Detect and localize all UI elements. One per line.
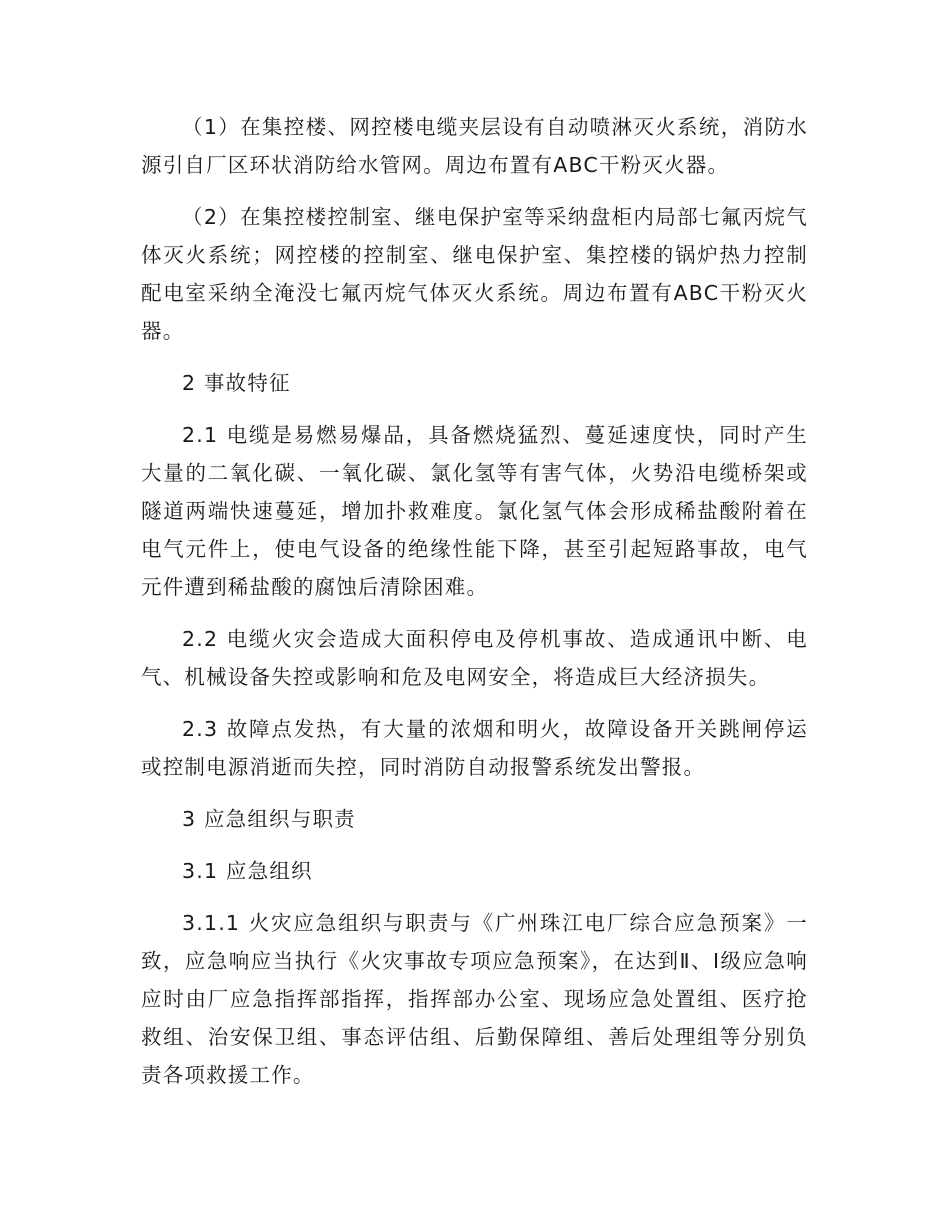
paragraph-2-1: 2.1 电缆是易燃易爆品，具备燃烧猛烈、蔓延速度快，同时产生大量的二氧化碳、一氧化碳、氯化氢等有害气体，火势沿电缆桥架或隧道两端快速蔓延，增加扑救难度。氯化氢气体会形成稀盐酸附着在电气元件上，使电气设备的绝缘性能下降，甚至引起短路事故，电气元件遭到稀盐酸的腐蚀后清除困难。: [141, 423, 808, 599]
subsection-heading-3-1: 3.1 应急组织: [182, 859, 313, 883]
paragraph-3-1-1: 3.1.1 火灾应急组织与职责与《广州珠江电厂综合应急预案》一致，应急响应当执行《火灾事故专项应急预案》，在达到Ⅱ、Ⅰ级应急响应时由厂应急指挥部指挥，指挥部办公室、现场应急处置组、医疗抢救组、治安保卫组、事态评估组、后勤保障组、善后处理组等分别负责各项救援工作。: [141, 911, 808, 1087]
paragraph-gas-extinguishing: （2）在集控楼控制室、继电保护室等采纳盘柜内局部七氟丙烷气体灭火系统；网控楼的控制室、继电保护室、集控楼的锅炉热力控制配电室采纳全淹没七氟丙烷气体灭火系统。周边布置有ABC干粉灭火器。: [141, 205, 808, 343]
section-heading-emergency-organization: 3 应急组织与职责: [182, 807, 356, 831]
section-heading-accident-features: 2 事故特征: [182, 371, 291, 395]
document-body: [141, 108, 808, 1094]
paragraph-2-3: 2.3 故障点发热，有大量的浓烟和明火，故障设备开关跳闸停运或控制电源消逝而失控，同时消防自动报警系统发出警报。: [141, 717, 808, 779]
paragraph-fire-sprinkler: （1）在集控楼、网控楼电缆夹层设有自动喷淋灭火系统，消防水源引自厂区环状消防给水管网。周边布置有ABC干粉灭火器。: [141, 115, 808, 177]
paragraph-2-2: 2.2 电缆火灾会造成大面积停电及停机事故、造成通讯中断、电气、机械设备失控或影响和危及电网安全，将造成巨大经济损失。: [141, 627, 808, 689]
